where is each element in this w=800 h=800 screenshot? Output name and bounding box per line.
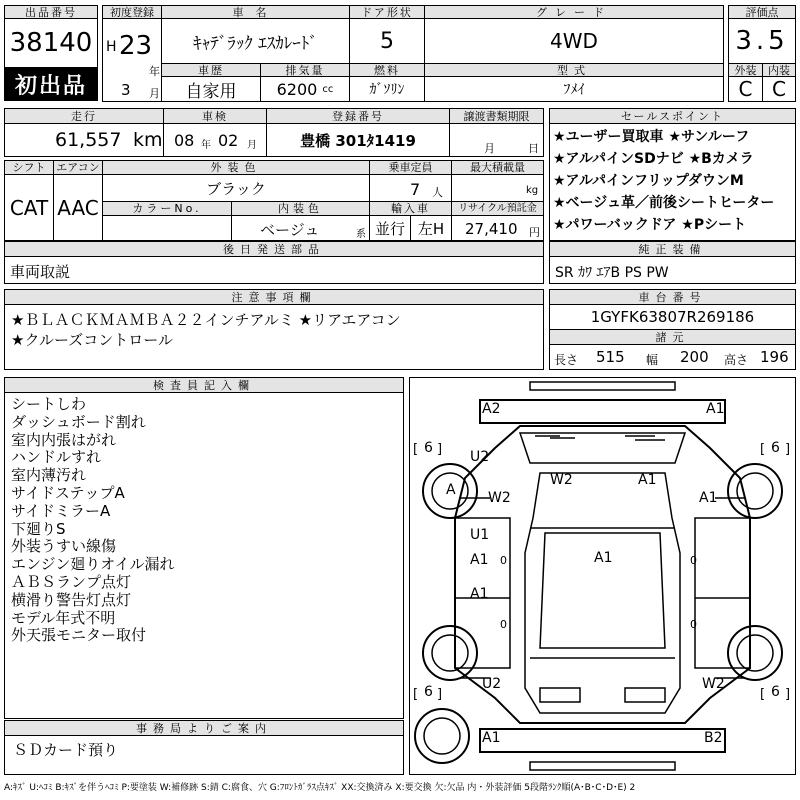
model-label: 型式: [424, 63, 724, 77]
legend: A:ｷｽﾞ U:ﾍｺﾐ B:ｷｽﾞを伴うﾍｺﾐ P:要塗装 W:補修跡 S:錆 C:腐食、穴 G:ﾌﾛﾝﾄｶﾞﾗｽ点ｷｽﾞ XX:交換済み X:要交換 欠:欠品 内・外装評価 5段階ﾗﾝｸ順(A･B･C･D･E) 2: [4, 783, 636, 793]
recycle-box: [451, 215, 544, 241]
inspector-line: 室内薄汚れ: [11, 466, 87, 485]
svg-text:[: [: [413, 442, 419, 457]
transfer-box: [449, 123, 544, 157]
mark-front-left-fender: U2: [470, 449, 490, 465]
load-box: [451, 174, 544, 202]
shift-label: シフト: [4, 160, 54, 175]
displacement-label: 排気量: [260, 63, 350, 77]
recycle-amount: 27,410: [465, 220, 518, 238]
notes-box: [4, 304, 544, 370]
mark-front-left-wheel: A: [446, 482, 456, 498]
mark-tire-rear-right: 6: [771, 684, 780, 700]
int-color-label: 内装色: [231, 201, 370, 216]
int-color-unit: 系: [356, 229, 366, 240]
width-label: 幅: [646, 353, 659, 367]
damage-diagram: [409, 377, 796, 775]
mileage-box: [4, 123, 164, 157]
height: 196: [760, 348, 789, 366]
interior-label: 内装: [762, 63, 796, 77]
notes-label: 注意事項欄: [4, 289, 544, 305]
parts-value: 車両取説: [4, 256, 544, 284]
parts-label: 後日発送部品: [4, 241, 544, 257]
svg-text:]: ]: [785, 687, 791, 702]
exterior-label: 外装: [728, 63, 763, 77]
reg-year: 23: [119, 31, 153, 61]
height-label: 高さ: [724, 353, 749, 367]
dims-box: [549, 344, 796, 370]
history: 自家用: [161, 76, 261, 102]
capacity-box: [369, 174, 452, 202]
width: 200: [680, 348, 709, 366]
transfer-label: 譲渡書類期限: [449, 108, 544, 124]
month-unit: 月: [149, 87, 160, 100]
length-label: 長さ: [554, 353, 579, 367]
displacement: 6200: [276, 79, 318, 99]
inspector-line: ＡＢＳランプ点灯: [11, 572, 132, 591]
capacity: 7: [410, 180, 421, 199]
inspector-line: シートしわ: [11, 395, 87, 413]
model: ﾌﾒｲ: [424, 76, 724, 102]
inspection-month-unit: 月: [247, 140, 257, 151]
notes-line: ★ＢＬＡＣＫＭＡＭＢＡ２２インチアルミ ★リアエアコン: [11, 311, 401, 329]
office-note: ＳＤカード預り: [4, 735, 404, 775]
inspector-line: サイドミラーA: [11, 501, 111, 520]
sales-point: ★パワーバックドア ★Pシート: [553, 217, 747, 233]
inspection-year-unit: 年: [201, 140, 211, 151]
inspector-notes: [4, 392, 404, 719]
year-unit: 年: [149, 65, 160, 78]
listing-number: 38140: [4, 18, 98, 68]
era: H: [106, 39, 117, 55]
car-outline: [410, 378, 795, 774]
inspection-month: 02: [218, 131, 239, 150]
mark-zero: 0: [500, 618, 507, 631]
mark-rear-right-corner: B2: [704, 730, 723, 746]
color-no-label: カラーNo.: [102, 201, 232, 216]
inspector-label: 検査員記入欄: [4, 377, 404, 393]
capacity-label: 乗車定員: [369, 160, 452, 175]
dims-label: 諸元: [549, 329, 796, 345]
exterior-grade: C: [728, 76, 763, 102]
svg-text:]: ]: [437, 442, 443, 457]
inspector-line: 外装うすい線傷: [11, 537, 117, 556]
inspector-line: 室内内張はがれ: [11, 430, 117, 449]
transfer-month-unit: 月: [484, 142, 495, 155]
car-name: ｷｬﾃﾞﾗｯｸ ｴｽｶﾚｰﾄﾞ: [161, 18, 350, 64]
mark-tire-front-right: 6: [771, 440, 780, 456]
color-label: 外装色: [102, 160, 370, 175]
mark-front-right-corner: A1: [706, 401, 725, 417]
displacement-unit: cc: [322, 83, 334, 95]
mark-front-right-fender: A1: [699, 490, 718, 506]
mark-left-front-door: A1: [470, 552, 489, 568]
import-label: 輸入車: [369, 201, 452, 216]
inspector-line: ダッシュボード割れ: [11, 412, 146, 431]
mark-zero: 0: [500, 554, 507, 567]
reg-month: 3: [121, 81, 131, 99]
history-label: 車歴: [161, 63, 261, 77]
svg-text:]: ]: [437, 687, 443, 702]
grade-label: グレード: [424, 5, 724, 19]
mark-tire-front-left: 6: [424, 440, 433, 456]
interior-grade: C: [762, 76, 796, 102]
office-label: 事務局よりご案内: [4, 720, 404, 736]
import-parallel: 並行: [369, 215, 411, 241]
door-count: 5: [349, 18, 425, 64]
chassis-label: 車台番号: [549, 289, 796, 305]
mileage-label: 走行: [4, 108, 164, 124]
inspector-line: モデル年式不明: [11, 608, 116, 627]
capacity-unit: 人: [432, 186, 443, 199]
svg-text:[: [: [413, 687, 419, 702]
mark-roof: A1: [594, 550, 613, 566]
sales-point: ★アルパインフリップダウンM: [553, 173, 744, 189]
shift: CAT: [4, 174, 54, 241]
sales-point: ★ベージュ革／前後シートヒーター: [553, 195, 775, 211]
grade: 4WD: [424, 18, 724, 64]
inspection-year: 08: [174, 131, 195, 150]
mileage-unit: km: [133, 129, 163, 151]
inspector-line: ハンドルすれ: [11, 448, 102, 467]
mark-front-left-door-upper: W2: [488, 490, 511, 506]
first-reg-box: [102, 18, 162, 102]
listing-no-label: 出品番号: [4, 5, 98, 19]
inspector-line: 外天張モニター取付: [11, 626, 147, 645]
color-no-value: [102, 215, 232, 241]
mark-hood: A1: [638, 472, 657, 488]
sales-point: ★アルパインSDナビ ★Bカメラ: [553, 151, 754, 167]
transfer-day-unit: 日: [528, 142, 539, 155]
inspector-line: 横滑り警告灯点灯: [11, 590, 132, 609]
int-color: ベージュ: [260, 221, 320, 239]
fuel: ｶﾞｿﾘﾝ: [349, 76, 425, 102]
reg-no-label: 登録番号: [266, 108, 450, 124]
inspection-label: 車検: [163, 108, 267, 124]
mark-front-left-corner: A2: [482, 401, 501, 417]
car-name-label: 車名: [161, 5, 350, 19]
import-left-hand: 左H: [410, 215, 452, 241]
recycle-unit: 円: [529, 226, 540, 239]
mark-zero: 0: [690, 554, 697, 567]
sales-points-list: [549, 123, 796, 241]
fuel-label: 燃料: [349, 63, 425, 77]
mark-left-rear-door: A1: [470, 586, 489, 602]
first-listing-badge: 初出品: [4, 67, 98, 101]
ac-label: エアコン: [53, 160, 103, 175]
displacement-box: [260, 76, 350, 102]
ac: AAC: [53, 174, 103, 241]
std-equip-label: 純正装備: [549, 241, 796, 257]
score: 3.5: [728, 18, 796, 64]
exterior-color: ブラック: [102, 174, 370, 202]
mark-left-front-door-dent: U1: [470, 527, 490, 543]
length: 515: [596, 348, 625, 366]
mileage: 61,557: [55, 129, 122, 151]
inspection-box: [163, 123, 267, 157]
inspector-line: 下廻りS: [11, 519, 66, 538]
reg-number: 豊橋 301ﾀ1419: [266, 123, 450, 157]
sales-point: ★ユーザー買取車 ★サンルーフ: [553, 129, 750, 145]
mark-windshield: W2: [550, 472, 573, 488]
inspector-line: サイドステップA: [11, 483, 125, 502]
int-color-box: [231, 215, 370, 241]
chassis-number: 1GYFK63807R269186: [549, 304, 796, 330]
mark-tire-rear-left: 6: [424, 684, 433, 700]
load-label: 最大積載量: [451, 160, 544, 175]
recycle-label: リサイクル預託金: [451, 201, 544, 216]
first-reg-label: 初度登録: [102, 5, 162, 19]
sales-points-label: セールスポイント: [549, 108, 796, 124]
svg-text:[: [: [760, 442, 766, 457]
load-unit: kg: [526, 185, 539, 196]
notes-line: ★クルーズコントロール: [11, 331, 173, 349]
mark-zero: 0: [690, 618, 697, 631]
inspector-line: エンジン廻りオイル漏れ: [11, 555, 175, 574]
svg-text:]: ]: [785, 442, 791, 457]
door-label: ドア形状: [349, 5, 425, 19]
std-equip-value: SR ｶﾜ ｴｱB PS PW: [549, 256, 796, 284]
mark-rear-left-corner: A1: [482, 730, 501, 746]
svg-text:[: [: [760, 687, 766, 702]
mark-rear-left-fender: U2: [482, 676, 502, 692]
score-label: 評価点: [728, 5, 796, 19]
mark-rear-right-fender: W2: [702, 676, 725, 692]
